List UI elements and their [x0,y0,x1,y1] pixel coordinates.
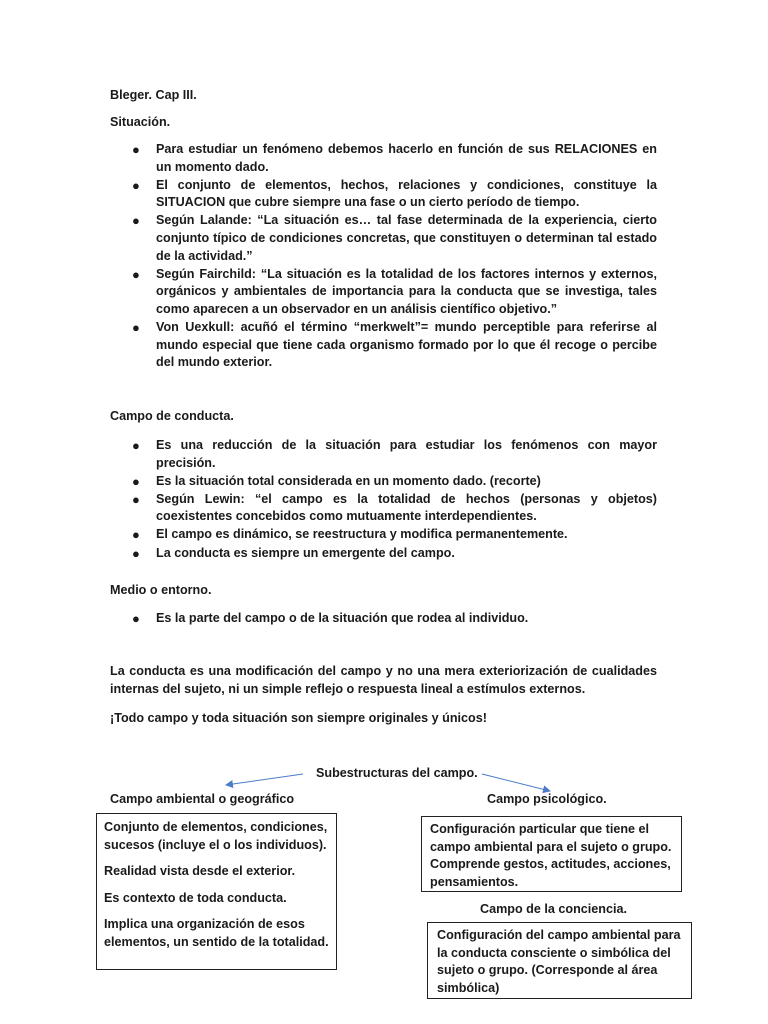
conciencia-box [427,922,692,999]
bullet-text: El conjunto de elementos, hechos, relaciones y condiciones, constituye la SITUACION que cubre siempre una fase o un cierto período de tiempo. [156,177,657,210]
bullet-icon: ● [132,527,140,543]
arrow-to-ambiental [226,774,303,785]
ambiental-line: Es contexto de toda conducta. [104,890,287,905]
conciencia-title: Campo de la conciencia. [480,902,627,916]
bullet-icon: ● [132,142,140,157]
section-title-campo-conducta: Campo de conducta. [110,409,234,423]
bullet-icon: ● [132,545,140,561]
conclusion-exclamation: ¡Todo campo y toda situación son siempre originales y únicos! [110,711,487,725]
bullet-icon: ● [132,213,140,229]
ambiental-title: Campo ambiental o geográfico [110,792,295,806]
bullet-text: Según Lalande: “La situación es… tal fase determinada de la experiencia, cierto conjunto típico de condiciones concretas, que constituyen o determinan tal estado de la actividad.” [156,213,657,263]
section-title-situacion: Situación. [110,115,171,129]
bullet-icon: ● [132,266,140,282]
bullet-icon: ● [132,319,140,335]
bullet-text: Es la parte del campo o de la situación que rodea al individuo. [156,611,529,625]
document-source: Bleger. Cap III. [110,88,197,102]
bullet-icon: ● [132,177,140,193]
bullet-text: El campo es dinámico, se reestructura y modifica permanentemente. [156,527,568,542]
bullet-text: La conducta es siempre un emergente del campo. [156,545,455,560]
ambiental-line: Implica una organización de esos elementos, un sentido de la totalidad. [104,917,329,949]
conclusion-paragraph: La conducta es una modificación del campo y no una mera exteriorización de cualidades internas del sujeto, ni un simple reflejo o respuesta lineal a estímulos externos. [110,664,657,696]
bullet-icon: ● [132,611,140,626]
diagram-root-label: Subestructuras del campo. [316,766,478,780]
bullet-icon: ● [132,473,140,489]
bullet-text: Según Lewin: “el campo es la totalidad de hechos (personas y objetos) coexistentes concebidos como mutuamente interdependientes. [156,491,657,524]
psicologico-text: Configuración particular que tiene el campo ambiental para el sujeto o grupo. Comprende gestos, actitudes, acciones, pensamientos. [430,822,672,889]
psicologico-box [421,816,682,892]
conciencia-text: Configuración del campo ambiental para la conducta consciente o simbólica del sujeto o grupo. (Corresponde al área simbólica) [437,928,681,995]
bullet-text: Es la situación total considerada en un momento dado. (recorte) [156,473,541,488]
bullet-text: Según Fairchild: “La situación es la totalidad de los factores internos y externos, orgánicos y ambientales de importancia para la conducta que se investiga, tales como aparecen a un observador en un análisis científico objetivo.” [156,266,657,316]
bullet-text: Para estudiar un fenómeno debemos hacerlo en función de sus RELACIONES en un momento dado. [156,142,657,174]
arrow-to-psicologico [482,774,550,791]
section-title-medio: Medio o entorno. [110,583,212,597]
bullet-text: Von Uexkull: acuñó el término “merkwelt”= mundo perceptible para referirse al mundo especial que tiene cada organismo formado por lo que él recoge o percibe del mundo exterior. [156,319,657,370]
bullet-text: Es una reducción de la situación para estudiar los fenómenos con mayor precisión. [156,438,657,470]
psicologico-title: Campo psicológico. [487,792,607,806]
ambiental-line: Conjunto de elementos, condiciones, sucesos (incluye el o los individuos). [104,820,328,852]
ambiental-line: Realidad vista desde el exterior. [104,864,296,879]
ambiental-box [96,813,337,970]
bullet-icon: ● [132,438,140,453]
bullet-icon: ● [132,491,140,507]
